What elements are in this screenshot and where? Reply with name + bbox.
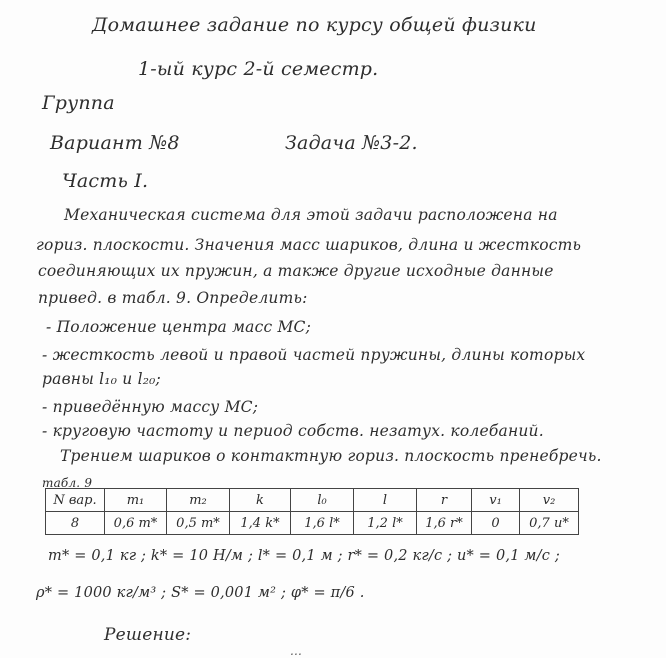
table-cell: 1,2 l* xyxy=(354,512,417,535)
task-item: - приведённую массу МС; xyxy=(42,398,259,416)
header-cell-k: k xyxy=(230,489,291,512)
data-table xyxy=(45,488,579,535)
title-line-1: Домашнее задание по курсу общей физики xyxy=(92,14,537,36)
header-cell-m2: m₂ xyxy=(167,489,230,512)
text-line: гориз. плоскости. Значения масс шариков, длина и жесткость xyxy=(36,236,582,254)
table-header-row xyxy=(46,489,579,512)
header-cell-v1: v₁ xyxy=(472,489,520,512)
title-line-2: 1-ый курс 2-й семестр. xyxy=(138,58,379,80)
task-item: - жесткость левой и правой частей пружины, длины которых xyxy=(42,346,586,364)
table-cell: 1,6 r* xyxy=(417,512,472,535)
text-line: Механическая система для этой задачи расположена на xyxy=(64,206,558,224)
header-cell-m1: m₁ xyxy=(105,489,167,512)
table-cell: 8 xyxy=(46,512,105,535)
constants-line-2: ρ* = 1000 кг/м³ ; S* = 0,001 м² ; φ* = π/6 . xyxy=(36,585,365,601)
cut-off-text: ... xyxy=(290,644,303,658)
part-label: Часть I. xyxy=(62,170,149,192)
table-cell: 0,5 m* xyxy=(167,512,230,535)
table-cell: 0 xyxy=(472,512,520,535)
header-cell-v2: v₂ xyxy=(520,489,579,512)
table-cell: 0,7 u* xyxy=(520,512,579,535)
task-item: - круговую частоту и период собств. незатух. колебаний. xyxy=(42,422,544,440)
solution-label: Решение: xyxy=(104,625,192,645)
task-item: равны l₁₀ и l₂₀; xyxy=(42,370,161,388)
table-cell: 1,4 k* xyxy=(230,512,291,535)
task-item: - Положение центра масс МС; xyxy=(46,318,312,336)
text-line: привед. в табл. 9. Определить: xyxy=(38,289,308,307)
table-cell: 1,6 l* xyxy=(291,512,354,535)
table-cell: 0,6 m* xyxy=(105,512,167,535)
group-label: Группа xyxy=(42,92,115,114)
table-label: табл. 9 xyxy=(42,476,93,490)
variant-label: Вариант №8 xyxy=(50,132,180,154)
text-line: соединяющих их пружин, а также другие исходные данные xyxy=(38,262,554,280)
header-cell-r: r xyxy=(417,489,472,512)
constants-line-1: m* = 0,1 кг ; k* = 10 Н/м ; l* = 0,1 м ; r* = 0,2 кг/с ; u* = 0,1 м/с ; xyxy=(48,548,560,564)
table-row xyxy=(46,512,579,535)
friction-note: Трением шариков о контактную гориз. плоскость пренебречь. xyxy=(60,447,602,465)
header-cell-l: l xyxy=(354,489,417,512)
task-label: Задача №3-2. xyxy=(285,132,418,154)
header-cell-variant: N вар. xyxy=(46,489,105,512)
header-cell-l0: l₀ xyxy=(291,489,354,512)
